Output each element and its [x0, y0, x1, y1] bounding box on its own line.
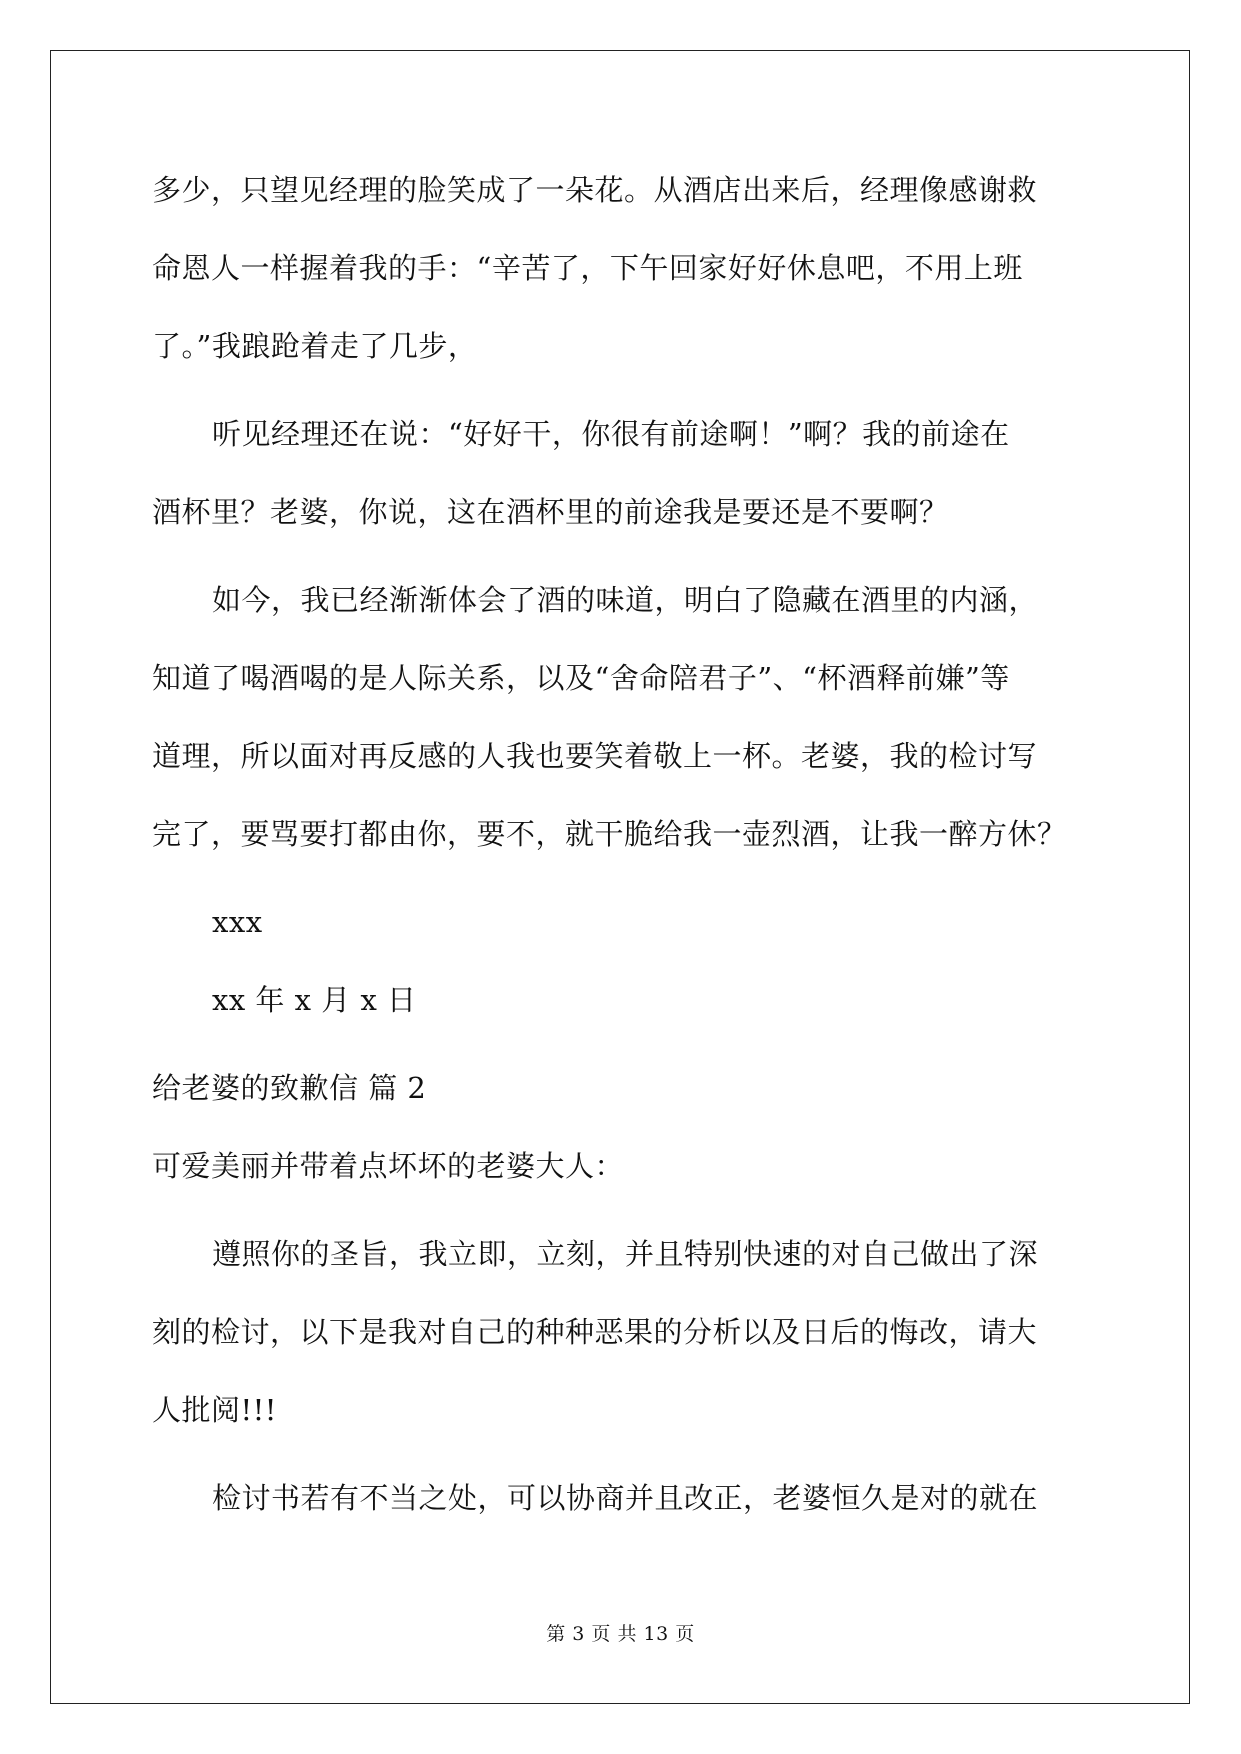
paragraph-line: 了。”我踉跄着走了几步， — [152, 329, 478, 363]
paragraph-line: 完了，要骂要打都由你，要不，就干脆给我一壶烈酒，让我一醉方休？ — [152, 817, 1067, 851]
paragraph-line: 多少，只望见经理的脸笑成了一朵花。从酒店出来后，经理像感谢救 — [152, 173, 1038, 207]
paragraph-line: 听见经理还在说：“好好干，你很有前途啊！”啊？我的前途在 — [212, 417, 1010, 451]
signature-date: xx 年 x 月 x 日 — [212, 983, 417, 1017]
paragraph-line: 命恩人一样握着我的手：“辛苦了，下午回家好好休息吧，不用上班 — [152, 251, 1023, 285]
page-number-footer: 第 3 页 共 13 页 — [546, 1623, 695, 1645]
page-border — [50, 50, 1190, 1704]
paragraph-line: 知道了喝酒喝的是人际关系，以及“舍命陪君子”、“杯酒释前嫌”等 — [152, 661, 1010, 695]
signature-name: xxx — [212, 905, 263, 939]
section-heading: 给老婆的致歉信 篇 2 — [152, 1071, 427, 1105]
paragraph-line: 道理，所以面对再反感的人我也要笑着敬上一杯。老婆，我的检讨写 — [152, 739, 1038, 773]
paragraph-line: 人批阅!!! — [152, 1393, 277, 1427]
paragraph-line: 酒杯里？老婆，你说，这在酒杯里的前途我是要还是不要啊？ — [152, 495, 949, 529]
paragraph-line: 刻的检讨，以下是我对自己的种种恶果的分析以及日后的悔改，请大 — [152, 1315, 1038, 1349]
paragraph-line: 检讨书若有不当之处，可以协商并且改正，老婆恒久是对的就在 — [212, 1481, 1039, 1515]
paragraph-line: 如今，我已经渐渐体会了酒的味道，明白了隐藏在酒里的内涵， — [212, 583, 1039, 617]
paragraph-line: 遵照你的圣旨，我立即，立刻，并且特别快速的对自己做出了深 — [212, 1237, 1039, 1271]
salutation: 可爱美丽并带着点坏坏的老婆大人： — [152, 1149, 625, 1183]
